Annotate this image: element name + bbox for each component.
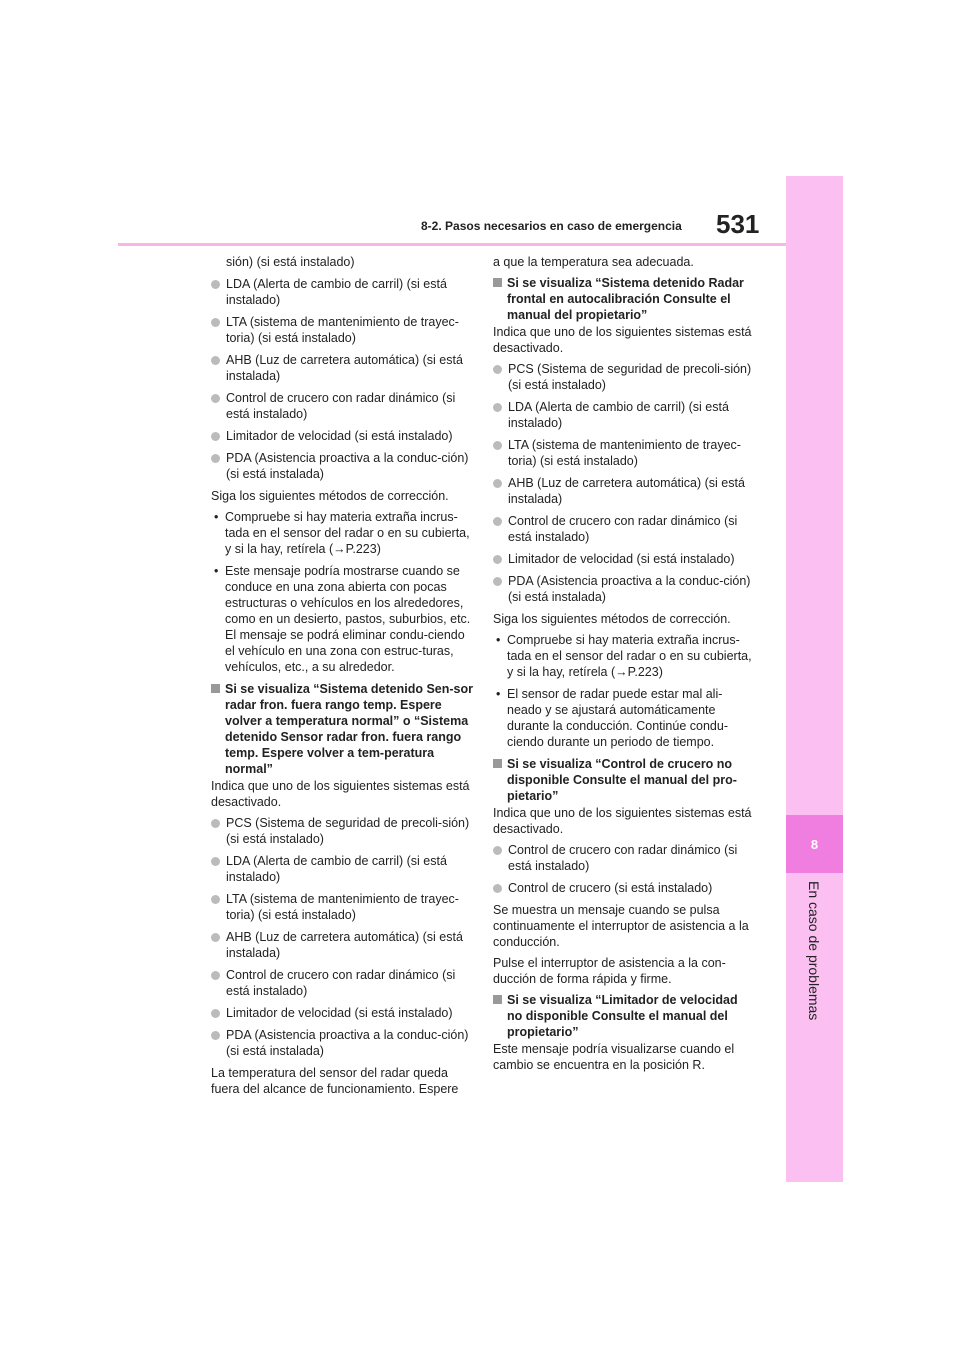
bullet-dot-icon — [211, 1009, 220, 1018]
bullet-text: PCS (Sistema de seguridad de precoli-sión) (si está instalado) — [508, 362, 752, 392]
bullet-text: LDA (Alerta de cambio de carril) (si está instalado) — [508, 400, 729, 430]
bullet-text: LDA (Alerta de cambio de carril) (si está instalado) — [226, 854, 447, 884]
dash-marker-icon: • — [214, 510, 219, 524]
heading-text: Si se visualiza “Sistema detenido Radar frontal en autocalibración Consulte el manual del propietario” — [507, 276, 744, 322]
bullet-item — [493, 842, 755, 874]
bullet-text: sión) (si está instalado) — [226, 255, 355, 269]
paragraph — [493, 611, 755, 627]
paragraph-text: Pulse el interruptor de asistencia a la con-ducción de forma rápida y firme. — [493, 956, 726, 986]
bullet-item — [493, 399, 755, 431]
dash-text: Este mensaje podría mostrarse cuando se conduce en una zona abierta con pocas estructuras o vehículos en los alrededores, como en un desierto, pastos, suburbios, etc. El mensaje se podrá eliminar condu-ciendo el vehículo en una zona con estruc-turas, vehículos, etc., a su alrededor. — [225, 564, 471, 674]
bullet-text: Limitador de velocidad (si está instalado) — [508, 552, 735, 566]
bullet-item — [211, 254, 473, 270]
bullet-dot-icon — [211, 933, 220, 942]
bullet-item — [493, 437, 755, 469]
subsection-heading — [493, 275, 755, 323]
subsection-heading — [211, 681, 473, 777]
right-column — [493, 254, 755, 1078]
paragraph — [493, 324, 755, 356]
square-marker-icon — [493, 278, 502, 287]
chapter-side-tab — [786, 176, 843, 1182]
bullet-item — [211, 390, 473, 422]
square-marker-icon — [493, 995, 502, 1004]
paragraph — [211, 488, 473, 504]
bullet-text: PDA (Asistencia proactiva a la conduc-ción) (si está instalada) — [226, 451, 469, 481]
bullet-item — [211, 1005, 473, 1021]
paragraph-text: Este mensaje podría visualizarse cuando el cambio se encuentra en la posición R. — [493, 1042, 735, 1072]
left-column — [211, 254, 473, 1102]
heading-text: Si se visualiza “Limitador de velocidad no disponible Consulte el manual del propietario” — [507, 993, 738, 1039]
bullet-item — [493, 361, 755, 393]
section-title: 8-2. Pasos necesarios en caso de emergencia — [421, 219, 682, 233]
bullet-item — [493, 475, 755, 507]
bullet-item — [211, 314, 473, 346]
subsection-heading — [493, 756, 755, 804]
bullet-text: Control de crucero con radar dinámico (si está instalado) — [226, 391, 456, 421]
paragraph-text: Indica que uno de los siguientes sistemas está desactivado. — [211, 779, 470, 809]
paragraph-text: Indica que uno de los siguientes sistemas está desactivado. — [493, 806, 752, 836]
header-divider — [118, 243, 786, 246]
bullet-text: PDA (Asistencia proactiva a la conduc-ción) (si está instalada) — [508, 574, 751, 604]
paragraph — [493, 1041, 755, 1073]
bullet-text: LDA (Alerta de cambio de carril) (si está instalado) — [226, 277, 447, 307]
bullet-item — [493, 551, 755, 567]
paragraph — [493, 254, 755, 270]
bullet-item — [493, 513, 755, 545]
bullet-item — [493, 573, 755, 605]
bullet-dot-icon — [211, 819, 220, 828]
paragraph — [493, 902, 755, 950]
bullet-item — [493, 880, 755, 896]
paragraph-text: Siga los siguientes métodos de corrección. — [493, 612, 731, 626]
heading-text: Si se visualiza “Control de crucero no disponible Consulte el manual del pro-pietario” — [507, 757, 737, 803]
square-marker-icon — [211, 684, 220, 693]
paragraph — [493, 805, 755, 837]
bullet-text: PCS (Sistema de seguridad de precoli-sión) (si está instalado) — [226, 816, 470, 846]
bullet-text: Limitador de velocidad (si está instalado) — [226, 1006, 453, 1020]
bullet-dot-icon — [493, 365, 502, 374]
dash-item — [211, 563, 473, 675]
bullet-dot-icon — [211, 1031, 220, 1040]
chapter-number: 8 — [786, 815, 843, 873]
paragraph — [493, 955, 755, 987]
bullet-text: Control de crucero con radar dinámico (si está instalado) — [226, 968, 456, 998]
bullet-item — [211, 929, 473, 961]
dash-item — [211, 509, 473, 557]
bullet-dot-icon — [493, 555, 502, 564]
bullet-dot-icon — [493, 846, 502, 855]
dash-item — [493, 686, 755, 750]
bullet-item — [211, 276, 473, 308]
bullet-dot-icon — [493, 403, 502, 412]
bullet-item — [211, 428, 473, 444]
bullet-text: Limitador de velocidad (si está instalado) — [226, 429, 453, 443]
paragraph-text: a que la temperatura sea adecuada. — [493, 255, 694, 269]
bullet-text: AHB (Luz de carretera automática) (si está instalada) — [508, 476, 745, 506]
paragraph-text: La temperatura del sensor del radar queda fuera del alcance de funcionamiento. Espere — [211, 1066, 459, 1096]
dash-item — [493, 632, 755, 680]
bullet-dot-icon — [211, 394, 220, 403]
dash-marker-icon: • — [496, 633, 501, 647]
bullet-text: LTA (sistema de mantenimiento de trayec-toria) (si está instalado) — [508, 438, 741, 468]
bullet-text: AHB (Luz de carretera automática) (si está instalada) — [226, 353, 463, 383]
dash-text: El sensor de radar puede estar mal ali-neado y se ajustará automáticamente durante la conducción. Continúe condu-ciendo durante un periodo de tiempo. — [507, 687, 728, 749]
bullet-dot-icon — [211, 971, 220, 980]
bullet-item — [211, 853, 473, 885]
bullet-item — [211, 450, 473, 482]
bullet-text: AHB (Luz de carretera automática) (si está instalada) — [226, 930, 463, 960]
bullet-text: LTA (sistema de mantenimiento de trayec-toria) (si está instalado) — [226, 315, 459, 345]
dash-marker-icon: • — [214, 564, 219, 578]
bullet-text: Control de crucero (si está instalado) — [508, 881, 713, 895]
bullet-dot-icon — [211, 318, 220, 327]
bullet-dot-icon — [211, 454, 220, 463]
paragraph-text: Se muestra un mensaje cuando se pulsa continuamente el interruptor de asistencia a la conducción. — [493, 903, 749, 949]
heading-text: Si se visualiza “Sistema detenido Sen-sor radar fron. fuera rango temp. Espere volver a temperatura normal” o “Sistema detenido Sensor radar fron. fuera rango temp. Espere volver a tem-peratura normal” — [225, 682, 474, 776]
bullet-dot-icon — [211, 857, 220, 866]
bullet-dot-icon — [493, 479, 502, 488]
bullet-dot-icon — [493, 441, 502, 450]
page-number: 531 — [716, 209, 760, 239]
dash-marker-icon: • — [496, 687, 501, 701]
bullet-text: LTA (sistema de mantenimiento de trayec-toria) (si está instalado) — [226, 892, 459, 922]
bullet-dot-icon — [211, 432, 220, 441]
chapter-label — [784, 881, 844, 1021]
chapter-label-text: En caso de problemas — [806, 881, 822, 1021]
bullet-item — [211, 891, 473, 923]
dash-text: Compruebe si hay materia extraña incrus-tada en el sensor del radar o en su cubierta, y si la hay, retírela (→P.223) — [507, 633, 752, 679]
square-marker-icon — [493, 759, 502, 768]
bullet-item — [211, 352, 473, 384]
bullet-text: PDA (Asistencia proactiva a la conduc-ción) (si está instalada) — [226, 1028, 469, 1058]
subsection-heading — [493, 992, 755, 1040]
dash-text: Compruebe si hay materia extraña incrus-tada en el sensor del radar o en su cubierta, y si la hay, retírela (→P.223) — [225, 510, 470, 556]
bullet-dot-icon — [211, 356, 220, 365]
bullet-text: Control de crucero con radar dinámico (si está instalado) — [508, 843, 738, 873]
bullet-dot-icon — [493, 577, 502, 586]
bullet-item — [211, 815, 473, 847]
bullet-dot-icon — [211, 895, 220, 904]
bullet-item — [211, 967, 473, 999]
paragraph — [211, 778, 473, 810]
paragraph-text: Siga los siguientes métodos de corrección. — [211, 489, 449, 503]
bullet-dot-icon — [493, 517, 502, 526]
bullet-dot-icon — [211, 280, 220, 289]
bullet-item — [211, 1027, 473, 1059]
paragraph-text: Indica que uno de los siguientes sistemas está desactivado. — [493, 325, 752, 355]
bullet-dot-icon — [493, 884, 502, 893]
paragraph — [211, 1065, 473, 1097]
bullet-text: Control de crucero con radar dinámico (si está instalado) — [508, 514, 738, 544]
